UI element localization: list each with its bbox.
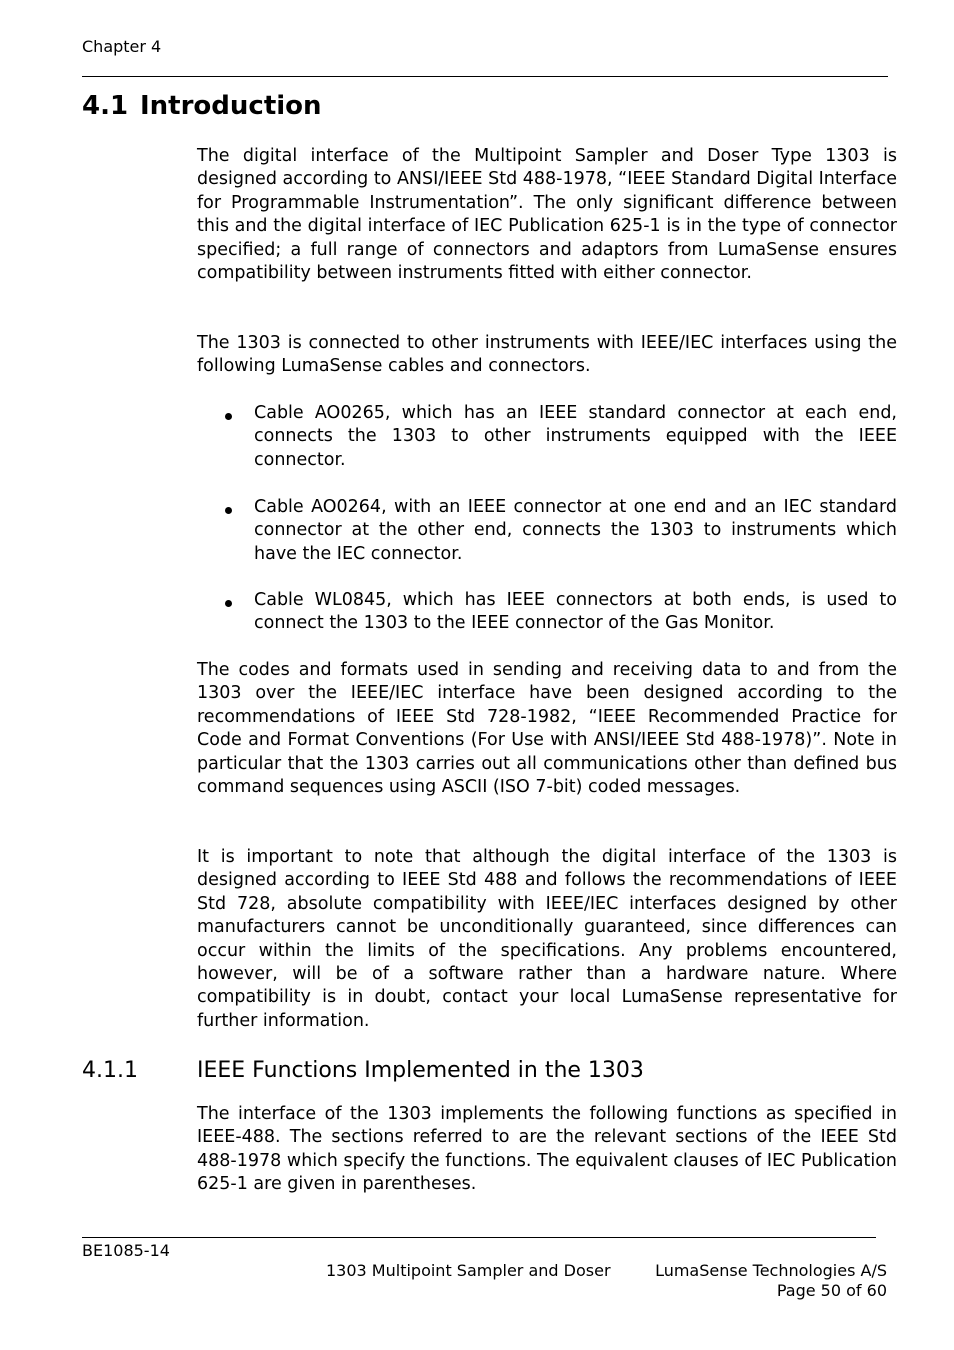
header-rule <box>82 76 888 77</box>
codes-paragraph: The codes and formats used in sending and receiving data to and from the 1303 over the IEEE/IEC interface have been designed according to the recommendations of IEEE Std 728-1982, “IEEE Recommended Practice for Code and Format Conventions (For Use with ANSI/IEEE Std 488-1978)”. Note in particular that the 1303 carries out all communications other than defined bus command sequences using ASCII (ISO 7-bit) coded messages. <box>197 660 897 798</box>
bullet-icon <box>225 413 232 420</box>
footer-doc-id: BE1085-14 <box>82 1241 170 1260</box>
footer-product: 1303 Multipoint Sampler and Doser <box>326 1261 611 1280</box>
footer-page-number: Page 50 of 60 <box>776 1281 887 1300</box>
subsection-heading <box>82 1057 644 1085</box>
section-number: 4.1 <box>82 91 129 121</box>
connection-paragraph: The 1303 is connected to other instruments with IEEE/IEC interfaces using the following LumaSense cables and connectors. <box>197 333 897 377</box>
section-heading <box>82 88 322 124</box>
footer-company: LumaSense Technologies A/S <box>655 1261 887 1280</box>
compatibility-paragraph: It is important to note that although the digital interface of the 1303 is designed according to IEEE Std 488 and follows the recommendations of IEEE Std 728, absolute compatibility with IEEE/IEC interfaces designed by other manufacturers cannot be unconditionally guaranteed, since differences can occur within the limits of the specifications. Any problems encountered, however, will be of a software rather than a hardware nature. Where compatibility is in doubt, contact your local LumaSense representative for further information. <box>197 847 897 1031</box>
running-header-chapter: Chapter 4 <box>82 37 162 56</box>
list-item <box>197 589 897 636</box>
list-item <box>197 402 897 472</box>
subsection-number: 4.1.1 <box>82 1058 138 1083</box>
list-item <box>197 496 897 566</box>
functions-paragraph: The interface of the 1303 implements the following functions as specified in IEEE-488. The sections referred to are the relevant sections of the IEEE Std 488-1978 which specify the functions. The equivalent clauses of IEC Publication 625-1 are given in parentheses. <box>197 1104 897 1195</box>
bullet-icon <box>225 600 232 607</box>
list-item-text: Cable WL0845, which has IEEE connectors at both ends, is used to connect the 1303 to the IEEE connector of the Gas Monitor. <box>254 590 897 634</box>
list-item-text: Cable AO0265, which has an IEEE standard connector at each end, connects the 1303 to other instruments equipped with the IEEE connector. <box>254 403 897 470</box>
list-item-text: Cable AO0264, with an IEEE connector at one end and an IEC standard connector at the other end, connects the 1303 to instruments which have the IEC connector. <box>254 497 897 564</box>
subsection-title: IEEE Functions Implemented in the 1303 <box>197 1058 644 1083</box>
bullet-icon <box>225 507 232 514</box>
intro-paragraph: The digital interface of the Multipoint Sampler and Doser Type 1303 is designed according to ANSI/IEEE Std 488-1978, “IEEE Standard Digital Interface for Programmable Instrumentation”. The only significant difference between this and the digital interface of IEC Publication 625-1 is in the type of connector specified; a full range of connectors and adaptors from LumaSense ensures compatibility between instruments fitted with either connector. <box>197 146 897 284</box>
footer-rule <box>82 1237 876 1238</box>
section-title: Introduction <box>140 91 322 121</box>
